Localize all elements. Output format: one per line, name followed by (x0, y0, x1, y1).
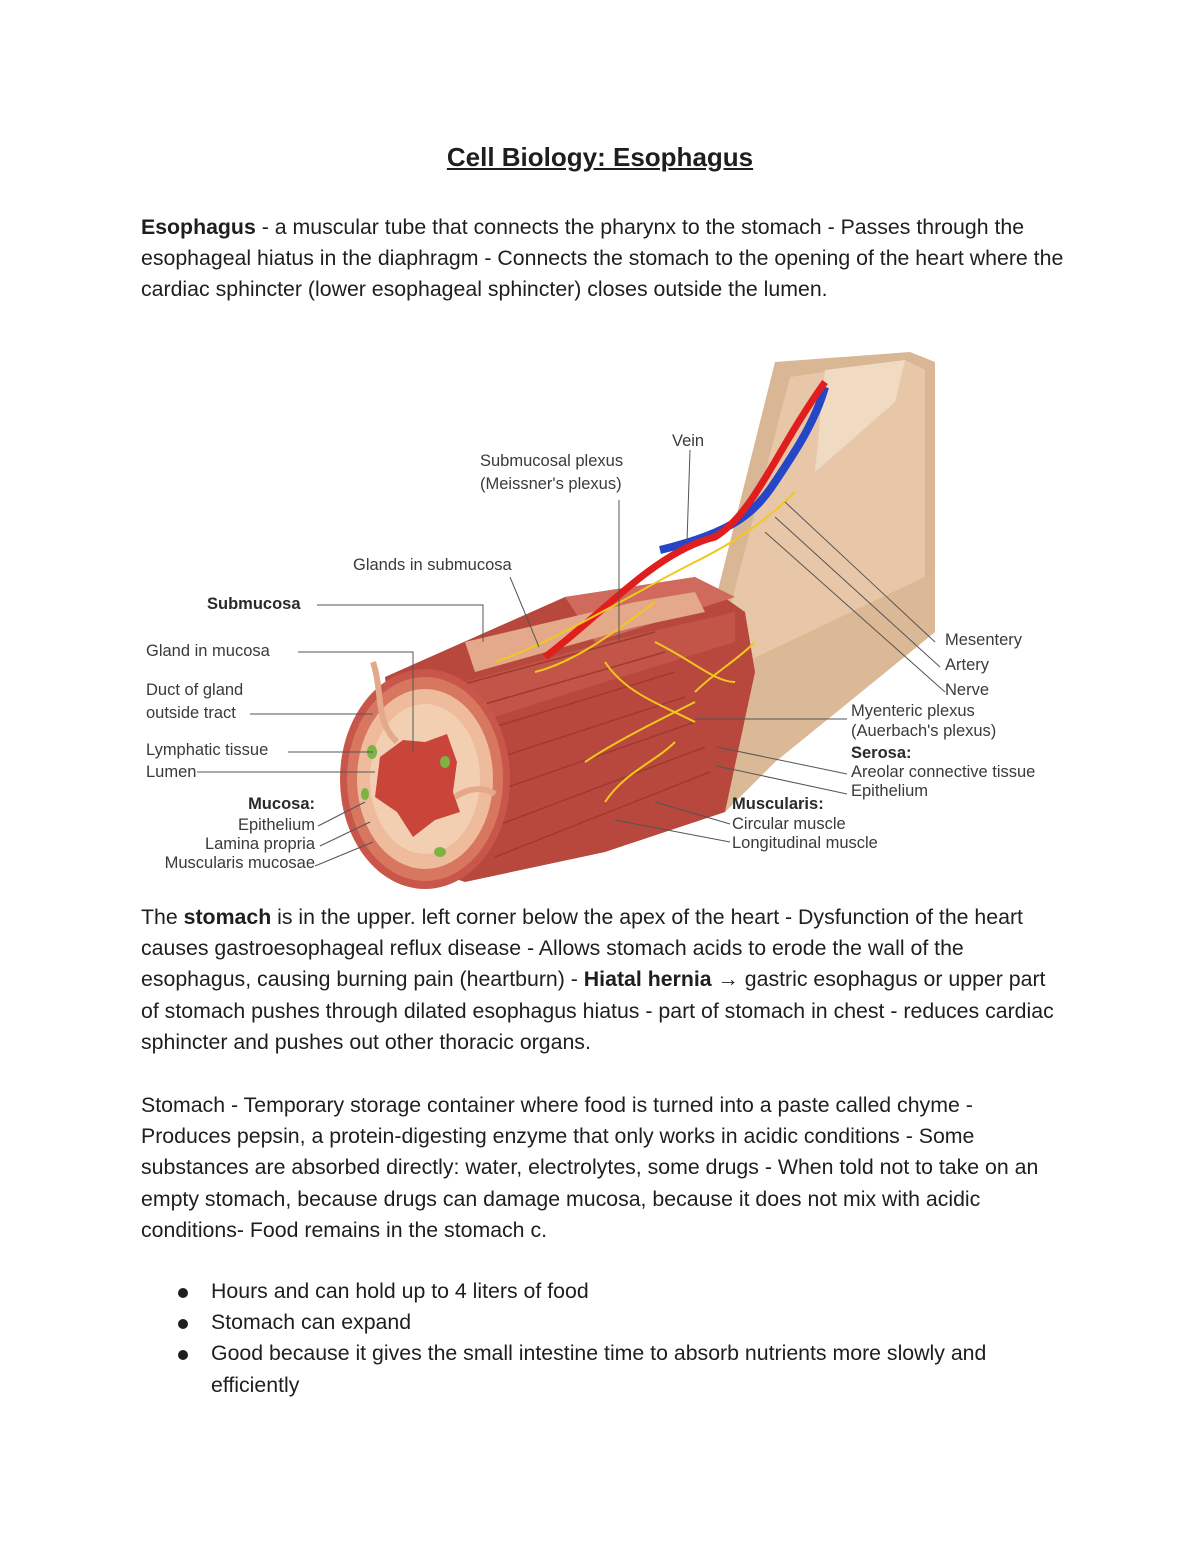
esophagus-diagram-svg (135, 342, 1070, 892)
intro-term: Esophagus (141, 215, 256, 239)
bullet-dot (178, 1319, 188, 1329)
label-lumen: Lumen (146, 763, 197, 781)
label-areolar-connective-tissue: Areolar connective tissue (851, 763, 1036, 781)
bullet-list (141, 1276, 1041, 1401)
bullet-text: Hours and can hold up to 4 liters of food (211, 1279, 589, 1303)
p2-text-1: The (141, 905, 184, 929)
label-gland-in-mucosa: Gland in mucosa (146, 642, 270, 660)
label-serosa-epithelium: Epithelium (851, 782, 929, 800)
bullet-text: Good because it gives the small intestine time to absorb nutrients more slowly and efficiently (211, 1341, 987, 1397)
esophagus-diagram (135, 342, 1070, 892)
p2-bold-hiatal-hernia: Hiatal hernia (583, 967, 712, 992)
label-mesentery: Mesentery (945, 631, 1023, 649)
label-duct-of-gland-1: Duct of gland (146, 681, 244, 699)
bullet-dot (178, 1288, 188, 1298)
label-mucosa: Mucosa: (248, 795, 315, 813)
p2-text-3: → gastric esophagus or upper part of stomach pushes through dilated esophagus hiatus - part of stomach in chest - reduces cardiac sphincter and pushes out other thoracic organs. (141, 967, 1054, 1054)
intro-text: - a muscular tube that connects the pharynx to the stomach - Passes through the esophageal hiatus in the diaphragm - Connects the stomach to the opening of the heart where the cardiac sphincter (lower esophageal sphincter) closes outside the lumen. (141, 215, 1064, 302)
label-artery: Artery (945, 656, 990, 674)
label-vein: Vein (672, 432, 705, 450)
label-nerve: Nerve (945, 681, 990, 699)
label-submucosal-plexus-2: (Meissner's plexus) (480, 475, 622, 493)
label-circular-muscle: Circular muscle (732, 815, 846, 833)
label-submucosa: Submucosa (207, 595, 301, 613)
page-title: Cell Biology: Esophagus (446, 142, 754, 172)
intro-paragraph (141, 212, 1066, 306)
label-serosa: Serosa: (851, 744, 912, 762)
label-longitudinal-muscle: Longitudinal muscle (732, 834, 878, 852)
p2-bold-stomach: stomach (183, 905, 272, 929)
bullet-dot (178, 1350, 188, 1360)
label-duct-of-gland-2: outside tract (146, 704, 236, 722)
label-muscularis: Muscularis: (732, 795, 824, 813)
list-item (141, 1307, 1041, 1338)
label-lymphatic-tissue: Lymphatic tissue (146, 741, 269, 759)
label-muscularis-mucosae: Muscularis mucosae (164, 854, 315, 872)
label-epithelium: Epithelium (237, 816, 315, 834)
label-myenteric-plexus-1: Myenteric plexus (851, 702, 975, 720)
list-item (141, 1276, 1041, 1307)
label-glands-in-submucosa: Glands in submucosa (353, 556, 512, 574)
stomach-function-paragraph: Stomach - Temporary storage container where food is turned into a paste called chyme - Produces pepsin, a protein-digesting enzyme that only works in acidic conditions - Some substances are absorbed directly: water, electrolytes, some drugs - When told not to take on an empty stomach, because drugs can damage mucosa, because it does not mix with acidic conditions- Food remains in the stomach c. (141, 1093, 1039, 1242)
list-item (141, 1338, 1041, 1400)
p2-text-2: is in the upper. left corner below the apex of the heart - Dysfunction of the heart causes gastroesophageal reflux disease - Allows stomach acids to erode the wall of the esophagus, causing burning pain (heartburn) - (141, 905, 1023, 992)
label-submucosal-plexus-1: Submucosal plexus (480, 452, 624, 470)
label-lamina-propria: Lamina propria (204, 835, 315, 853)
stomach-paragraph (141, 902, 1066, 1058)
label-myenteric-plexus-2: (Auerbach's plexus) (851, 722, 997, 740)
bullet-text: Stomach can expand (211, 1310, 412, 1335)
